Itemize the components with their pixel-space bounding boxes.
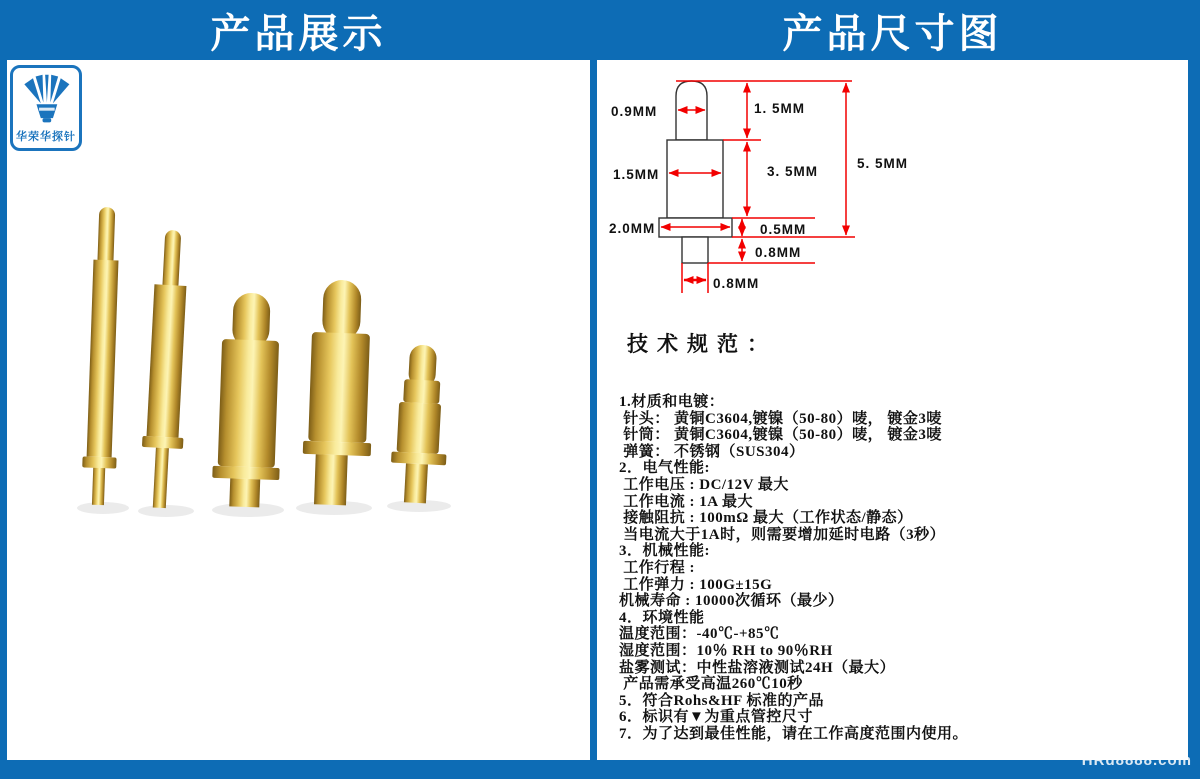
spec-line: 4．环境性能 (619, 609, 705, 626)
spec-line: 工作电压 : DC/12V 最大 (619, 476, 789, 493)
spec-line: 6．标识有▼为重点管控尺寸 (619, 709, 813, 726)
pogo-pin-1 (81, 207, 125, 506)
spec-line: 湿度范围：10％ RH to 90％RH (619, 642, 833, 659)
dim-label-head-width: 0.9MM (611, 104, 658, 119)
pogo-pins-photo (7, 60, 590, 760)
product-photo-panel (7, 60, 590, 760)
dimension-diagram (597, 60, 957, 310)
dim-label-body-height: 3. 5MM (767, 164, 819, 179)
spec-line: 弹簧： 不锈钢（SUS304） (619, 443, 805, 460)
left-header-title: 产品展示 (210, 11, 387, 56)
spec-line: 工作行程 : (619, 559, 695, 576)
spec-line: 工作弹力 : 100G±15G (619, 576, 773, 593)
spec-line: 2．电气性能: (619, 460, 710, 477)
dim-label-flange-height: 0.5MM (760, 222, 807, 237)
spec-line: 3．机械性能: (619, 543, 710, 560)
right-header-title: 产品尺寸图 (782, 11, 1003, 56)
pogo-pin-2 (139, 229, 194, 509)
spec-line: 盐雾测试：中性盐溶液测试24H（最大） (619, 659, 896, 676)
brand-logo-text: 华荣华探针 (16, 131, 76, 143)
dim-label-tail-width: 0.8MM (713, 276, 760, 291)
spec-line: 产品需承受高温260℃10秒 (619, 676, 803, 693)
spec-line: 温度范围：-40℃-+85℃ (619, 626, 780, 643)
spec-line: 1.材质和电镀： (619, 394, 725, 410)
specs-list (619, 394, 1179, 742)
dim-label-head-height: 1. 5MM (754, 101, 806, 116)
dim-label-tail-height: 0.8MM (755, 245, 802, 260)
pogo-pin-5 (389, 344, 452, 505)
dim-label-body-width: 1.5MM (613, 167, 660, 182)
specs-heading: 技术规范： (627, 332, 777, 356)
pogo-pin-3 (211, 292, 285, 508)
pin-shadows (77, 500, 451, 517)
dim-label-total-height: 5. 5MM (857, 156, 909, 171)
spec-line: 接触阻抗 : 100mΩ 最大（工作状态/静态） (619, 510, 913, 527)
spec-line: 针筒： 黄铜C3604,镀镍（50-80）唛， 镀金3唛 (619, 427, 942, 444)
dimension-pin-outline (659, 81, 732, 263)
pogo-pin-4 (301, 279, 377, 506)
spec-line: 5．符合Rohs&HF 标准的产品 (619, 692, 825, 709)
spec-line: 机械寿命 : 10000次循环（最少） (619, 593, 844, 610)
dimension-panel (597, 60, 1188, 760)
dim-label-flange-width: 2.0MM (609, 221, 656, 236)
watermark: HRd8888.com (1081, 752, 1192, 769)
spec-line: 工作电流 : 1A 最大 (619, 493, 754, 510)
spec-line: 针头： 黄铜C3604,镀镍（50-80）唛， 镀金3唛 (619, 410, 942, 427)
spec-line: 7．为了达到最佳性能，请在工作高度范围内使用。 (619, 725, 969, 742)
spec-line: 当电流大于1A时，则需要增加延时电路（3秒） (619, 526, 946, 543)
